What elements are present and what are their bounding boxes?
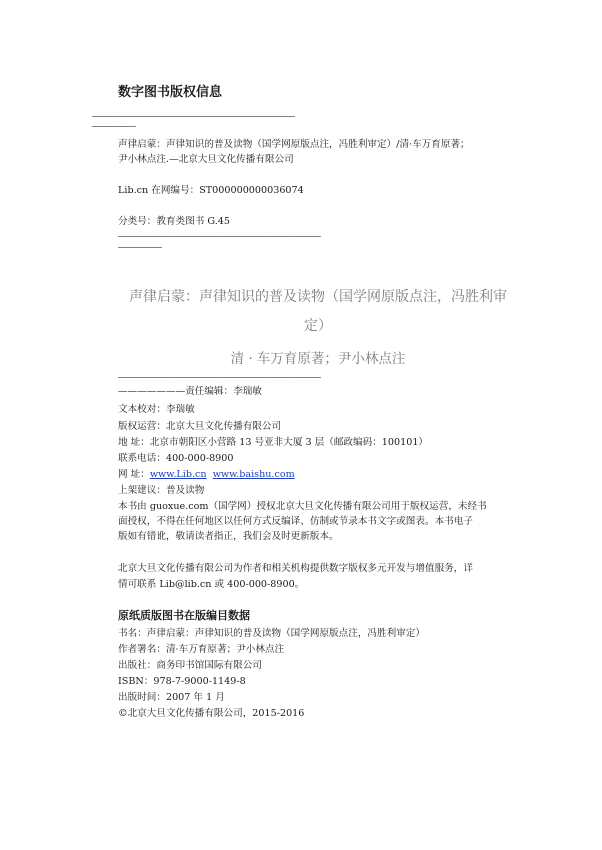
copyright-operator: 版权运营：北京大旦文化传播有限公司	[118, 421, 282, 432]
page-title: 数字图书版权信息	[118, 85, 223, 100]
address: 地 址：北京市朝阳区小营路 13 号亚非大厦 3 层（邮政编码：100101）	[118, 437, 429, 448]
service-line-2: 情可联系 Lib@lib.cn 或 400-000-8900。	[118, 579, 305, 590]
divider-line-short: —————————	[92, 122, 136, 132]
copyright-notice: ©北京大旦文化传播有限公司，2015-2016	[118, 708, 305, 719]
shelf-suggestion: 上架建议：普及读物	[118, 485, 205, 496]
notice-line-3: 版如有错讹，敬请读者指正，我们会及时更新版本。	[118, 531, 339, 542]
proofreader: 文本校对：李瑞敏	[118, 404, 195, 415]
original-publisher: 出版社：商务印书馆国际有限公司	[118, 660, 262, 671]
website-label: 网 址：	[118, 469, 150, 480]
service-line-1: 北京大旦文化传播有限公司为作者和相关机构提供数字版权多元开发与增值服务，详	[118, 563, 473, 574]
category-number: 分类号：教育类图书 G.45	[118, 216, 230, 227]
website-row	[118, 468, 295, 481]
cip-line-1: 声律启蒙：声律知识的普及读物（国学网原版点注，冯胜利审定）/清·车万育原著；	[118, 139, 470, 150]
notice-line-1: 本书由 guoxue.com（国学网）授权北京大旦文化传播有限公司用于版权运营，未经书	[118, 501, 487, 512]
website-link-lib[interactable]: www.Lib.cn	[149, 469, 207, 480]
book-authors: 清 · 车万育原著；尹小林点注	[230, 351, 406, 367]
notice-line-2: 面授权，不得在任何地区以任何方式反编译、仿制或节录本书文字或图表。本书电子	[118, 516, 473, 527]
original-cip-heading: 原纸质版图书在版编目数据	[118, 609, 250, 622]
divider-line-short: —————————	[118, 243, 162, 253]
original-isbn: ISBN：978-7-9000-1149-8	[118, 676, 246, 687]
cip-line-2: 尹小林点注.—北京大旦文化传播有限公司	[118, 154, 294, 165]
website-link-baishu[interactable]: www.baishu.com	[212, 469, 295, 480]
responsible-editor: ———————责任编辑：李瑞敏	[118, 386, 262, 397]
original-book-name: 书名：声律启蒙：声律知识的普及读物（国学网原版点注，冯胜利审定）	[118, 628, 425, 639]
book-title-line-1: 声律启蒙：声律知识的普及读物（国学网原版点注，冯胜利审	[129, 289, 507, 305]
lib-number: Lib.cn 在网编号：ST000000000036074	[118, 185, 304, 196]
original-pub-date: 出版时间：2007 年 1 月	[118, 692, 225, 703]
divider-line: ——————————————————————————————————————————	[92, 112, 295, 122]
divider-line: ——————————————————————————————————————————	[118, 373, 321, 383]
contact-phone: 联系电话：400-000-8900	[118, 453, 234, 464]
book-title-line-2: 定）	[304, 318, 332, 334]
divider-line: ——————————————————————————————————————————	[118, 232, 321, 242]
original-authors: 作者署名：清·车万育原著；尹小林点注	[118, 644, 285, 655]
